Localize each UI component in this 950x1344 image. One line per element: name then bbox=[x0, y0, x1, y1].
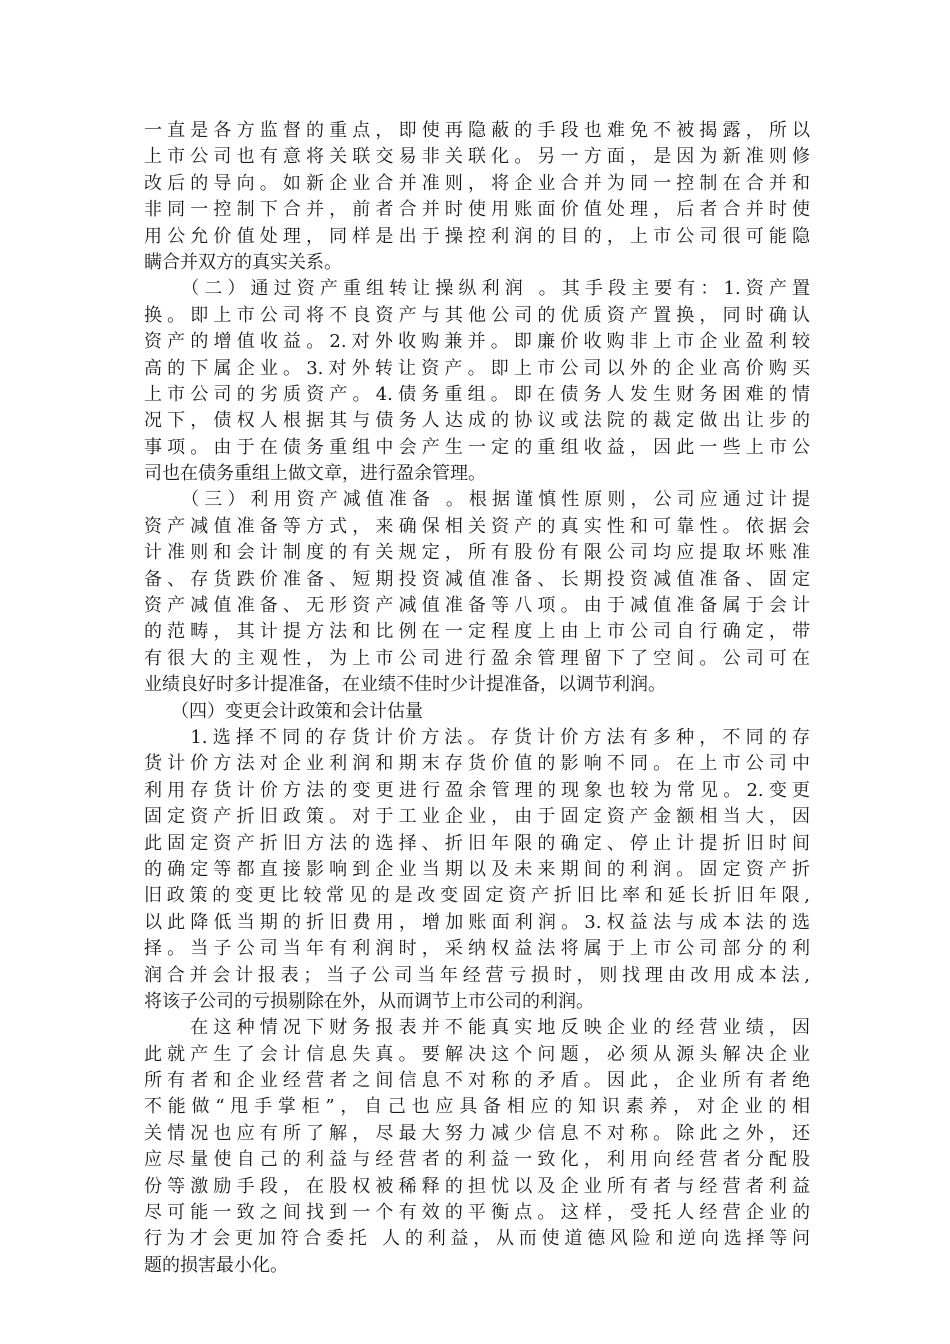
text-line: 事项。由于在债务重组中会产生一定的重组收益，因此一些上市公 bbox=[144, 436, 810, 458]
text-line: 应尽量使自己的利益与经营者的利益一致化，利用向经营者分配股 bbox=[144, 1149, 810, 1171]
text-line: 上市公司的劣质资产。4.债务重组。即在债务人发生财务困难的情 bbox=[144, 383, 810, 405]
text-line: 将该子公司的亏损剔除在外，从而调节上市公司的利润。 bbox=[144, 990, 594, 1012]
text-line: （三）利用资产减值准备 。根据谨慎性原则，公司应通过计提 bbox=[144, 489, 810, 511]
text-line: 资产减值准备等方式，来确保相关资产的真实性和可靠性。依据会 bbox=[144, 515, 810, 537]
text-line: 的确定等都直接影响到企业当期以及未来期间的利润。固定资产折 bbox=[144, 858, 810, 880]
text-line: 1.选择不同的存货计价方法。存货计价方法有多种，不同的存 bbox=[144, 726, 810, 748]
text-line: 旧政策的变更比较常见的是改变固定资产折旧比率和延长折旧年限, bbox=[144, 885, 810, 907]
text-line: 润合并会计报表；当子公司当年经营亏损时，则找理由改用成本法, bbox=[144, 964, 810, 986]
text-line: 关情况也应有所了解，尽最大努力减少信息不对称。除此之外，还 bbox=[144, 1122, 810, 1144]
text-line: 在这种情况下财务报表并不能真实地反映企业的经营业绩，因 bbox=[144, 1017, 810, 1039]
text-line: 用公允价值处理，同样是出于操控利润的目的，上市公司很可能隐 bbox=[144, 225, 810, 247]
text-line: 计准则和会计制度的有关规定，所有股份有限公司均应提取坏账准 bbox=[144, 542, 810, 564]
text-line: 此固定资产折旧方法的选择、折旧年限的确定、停止计提折旧时间 bbox=[144, 832, 810, 854]
text-line: （四）变更会计政策和会计估量 bbox=[144, 700, 423, 722]
document-page bbox=[144, 118, 810, 1279]
text-line: （二）通过资产重组转让操纵利润 。其手段主要有：1.资产置 bbox=[144, 278, 810, 300]
text-line: 高的下属企业。3.对外转让资产。即上市公司以外的企业高价购买 bbox=[144, 357, 810, 379]
text-line: 尽可能一致之间找到一个有效的平衡点。这样，受托人经营企业的 bbox=[144, 1202, 810, 1224]
text-line: 不能做“甩手掌柜”，自己也应具备相应的知识素养，对企业的相 bbox=[144, 1096, 810, 1118]
text-line: 有很大的主观性，为上市公司进行盈余管理留下了空间。公司可在 bbox=[144, 647, 810, 669]
text-line: 换。即上市公司将不良资产与其他公司的优质资产置换，同时确认 bbox=[144, 304, 810, 326]
text-line: 此就产生了会计信息失真。要解决这个问题，必须从源头解决企业 bbox=[144, 1043, 810, 1065]
text-line: 司也在债务重组上做文章，进行盈余管理。 bbox=[144, 463, 486, 485]
text-line: 行为才会更加符合委托 人的利益，从而使道德风险和逆向选择等问 bbox=[144, 1228, 810, 1250]
text-line: 择。当子公司当年有利润时，采纳权益法将属于上市公司部分的利 bbox=[144, 938, 810, 960]
text-line: 所有者和企业经营者之间信息不对称的矛盾。因此，企业所有者绝 bbox=[144, 1070, 810, 1092]
text-line: 况下，债权人根据其与债务人达成的协议或法院的裁定做出让步的 bbox=[144, 410, 810, 432]
text-line: 份等激励手段，在股权被稀释的担忧以及企业所有者与经营者利益 bbox=[144, 1175, 810, 1197]
text-line: 资产的增值收益。2.对外收购兼并。即廉价收购非上市企业盈利较 bbox=[144, 331, 810, 353]
text-line: 货计价方法对企业利润和期末存货价值的影响不同。在上市公司中 bbox=[144, 753, 810, 775]
text-line: 上市公司也有意将关联交易非关联化。另一方面，是因为新准则修 bbox=[144, 146, 810, 168]
text-line: 备、存货跌价准备、短期投资减值准备、长期投资减值准备、固定 bbox=[144, 568, 810, 590]
text-line: 非同一控制下合并，前者合并时使用账面价值处理，后者合并时使 bbox=[144, 199, 810, 221]
text-line: 瞒合并双方的真实关系。 bbox=[144, 251, 342, 273]
text-line: 的范畴，其计提方法和比例在一定程度上由上市公司自行确定，带 bbox=[144, 621, 810, 643]
text-line: 题的损害最小化。 bbox=[144, 1254, 288, 1276]
text-line: 一直是各方监督的重点，即使再隐蔽的手段也难免不被揭露，所以 bbox=[144, 120, 810, 141]
text-line: 业绩良好时多计提准备，在业绩不佳时少计提准备，以调节利润。 bbox=[144, 674, 666, 696]
text-line: 改后的导向。如新企业合并准则，将企业合并为同一控制在合并和 bbox=[144, 172, 810, 194]
text-line: 利用存货计价方法的变更进行盈余管理的现象也较为常见。2.变更 bbox=[144, 779, 810, 801]
text-line: 以此降低当期的折旧费用，增加账面利润。3.权益法与成本法的选 bbox=[144, 911, 810, 933]
text-line: 资产减值准备、无形资产减值准备等八项。由于减值准备属于会计 bbox=[144, 595, 810, 617]
text-line: 固定资产折旧政策。对于工业企业，由于固定资产金额相当大，因 bbox=[144, 806, 810, 828]
